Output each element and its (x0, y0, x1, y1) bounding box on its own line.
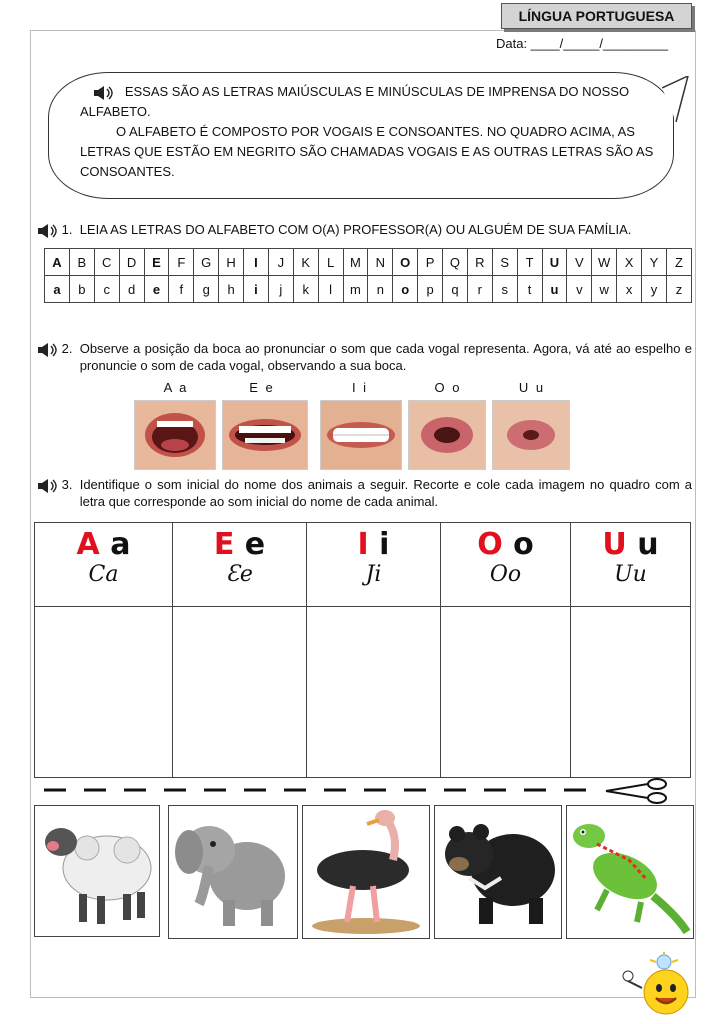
lower-letter-k: k (293, 276, 318, 303)
question-1-number: 1. (61, 222, 73, 237)
lower-letter-u: u (542, 276, 567, 303)
lower-letter-f: f (169, 276, 194, 303)
elephant-icon[interactable] (168, 805, 298, 939)
vowel-cursive: Ji (365, 562, 382, 587)
upper-letter-s: S (492, 249, 517, 276)
alphabet-upper-row (45, 249, 692, 276)
upper-letter-e: E (144, 249, 169, 276)
vowel-cell-i (307, 523, 441, 607)
speaker-icon (36, 342, 58, 358)
lower-letter-s: s (492, 276, 517, 303)
vowel-header-row (35, 523, 691, 607)
lower-letter-e: e (144, 276, 169, 303)
upper-letter-h: H (219, 249, 244, 276)
mouth-i-icon (320, 400, 402, 470)
lower-letter-j: j (268, 276, 293, 303)
mouth-label-e: E e (249, 380, 275, 395)
upper-letter-l: L (318, 249, 343, 276)
upper-letter-r: R (467, 249, 492, 276)
date-field[interactable]: Data: ____/_____/_________ (496, 36, 669, 51)
bear-icon[interactable] (434, 805, 562, 939)
lower-letter-c: c (94, 276, 119, 303)
upper-letter-o: O (393, 249, 418, 276)
lower-letter-m: m (343, 276, 368, 303)
upper-letter-p: P (418, 249, 443, 276)
upper-letter-a: A (45, 249, 70, 276)
question-2-number: 2. (61, 341, 73, 356)
lower-letter-o: o (393, 276, 418, 303)
upper-letter-z: Z (666, 249, 691, 276)
question-3-number: 3. (61, 477, 73, 492)
upper-letter-y: Y (642, 249, 667, 276)
lower-letter-g: g (194, 276, 219, 303)
question-3-text: Identifique o som inicial do nome dos animais a seguir. Recorte e cole cada imagem no quadro com a letra que corresponde ao som inicial do nome de cada animal. (79, 477, 692, 509)
lower-letter-p: p (418, 276, 443, 303)
upper-letter-u: U (542, 249, 567, 276)
upper-letter-b: B (69, 249, 94, 276)
intro-line1: ESSAS SÃO AS LETRAS MAIÚSCULAS E MINÚSCULAS DE IMPRENSA DO NOSSO ALFABETO. (80, 84, 630, 119)
vowel-lower: o (513, 527, 534, 562)
upper-letter-g: G (194, 249, 219, 276)
lower-letter-l: l (318, 276, 343, 303)
scissors-icon (604, 778, 670, 804)
bubble-tail (662, 76, 690, 122)
mouth-label-o: O o (434, 380, 462, 395)
upper-letter-c: C (94, 249, 119, 276)
vowel-upper: I (357, 527, 369, 562)
lower-letter-z: z (666, 276, 691, 303)
question-1-text: LEIA AS LETRAS DO ALFABETO COM O(A) PROFESSOR(A) OU ALGUÉM DE SUA FAMÍLIA. (79, 222, 632, 237)
vowel-table (34, 522, 691, 778)
upper-letter-t: T (517, 249, 542, 276)
mouth-e-icon (222, 400, 308, 470)
vowel-upper: O (477, 527, 503, 562)
question-2 (36, 340, 692, 374)
upper-letter-d: D (119, 249, 144, 276)
mouth-label-i: I i (351, 380, 369, 395)
upper-letter-v: V (567, 249, 592, 276)
vowel-lower: a (110, 527, 131, 562)
speaker-icon (92, 85, 114, 101)
vowel-upper: E (213, 527, 235, 562)
mouth-label-u: U u (518, 380, 546, 395)
upper-letter-x: X (617, 249, 642, 276)
ostrich-icon[interactable] (302, 805, 430, 939)
lower-letter-h: h (219, 276, 244, 303)
iguana-icon[interactable] (566, 805, 694, 939)
paste-row (35, 607, 691, 778)
upper-letter-f: F (169, 249, 194, 276)
vowel-upper: U (602, 527, 627, 562)
vowel-cursive: Ca (88, 562, 119, 587)
mouth-u-icon (492, 400, 570, 470)
vowel-cell-o (441, 523, 571, 607)
lower-letter-v: v (567, 276, 592, 303)
intro-line2: O ALFABETO É COMPOSTO POR VOGAIS E CONSOANTES. NO QUADRO ACIMA, AS LETRAS QUE ESTÃO EM NEGRITO SÃO CHAMADAS VOGAIS E AS OUTRAS LETRAS SÃO AS CONSOANTES. (80, 124, 654, 179)
lower-letter-i: i (244, 276, 269, 303)
vowel-cursive: Ɛe (226, 562, 253, 587)
cut-line (44, 780, 604, 800)
lower-letter-b: b (69, 276, 94, 303)
mouth-a-icon (134, 400, 216, 470)
lower-letter-a: a (45, 276, 70, 303)
upper-letter-w: W (592, 249, 617, 276)
lower-letter-n: n (368, 276, 393, 303)
lower-letter-y: y (642, 276, 667, 303)
lightbulb-mascot-icon (620, 952, 692, 1018)
mouth-label-a: A a (163, 380, 189, 395)
upper-letter-q: Q (443, 249, 468, 276)
vowel-cell-a (35, 523, 173, 607)
vowel-lower: e (244, 527, 266, 562)
lower-letter-q: q (443, 276, 468, 303)
intro-text (80, 82, 660, 182)
upper-letter-k: K (293, 249, 318, 276)
upper-letter-n: N (368, 249, 393, 276)
paste-box-i[interactable] (307, 607, 441, 778)
mouth-o-icon (408, 400, 486, 470)
speaker-icon (36, 478, 58, 494)
lower-letter-t: t (517, 276, 542, 303)
upper-letter-i: I (244, 249, 269, 276)
paste-box-o[interactable] (441, 607, 571, 778)
vowel-cell-e (173, 523, 307, 607)
upper-letter-m: M (343, 249, 368, 276)
lower-letter-w: w (592, 276, 617, 303)
alphabet-lower-row (45, 276, 692, 303)
lower-letter-r: r (467, 276, 492, 303)
lower-letter-x: x (617, 276, 642, 303)
question-2-text: Observe a posição da boca ao pronunciar o som que cada vogal representa. Agora, vá até ao espelho e pronuncie o som de cada vogal, observando a sua boca. (79, 341, 692, 373)
lower-letter-d: d (119, 276, 144, 303)
vowel-cursive: Uu (614, 562, 647, 587)
paste-box-e[interactable] (173, 607, 307, 778)
vowel-cursive: Oo (489, 562, 522, 587)
question-3 (36, 476, 692, 510)
vowel-lower: u (637, 527, 659, 562)
vowel-upper: A (76, 527, 100, 562)
paste-box-a[interactable] (35, 607, 173, 778)
speaker-icon (36, 223, 58, 239)
upper-letter-j: J (268, 249, 293, 276)
vowel-lower: i (379, 527, 390, 562)
paste-box-u[interactable] (571, 607, 691, 778)
vowel-cell-u (571, 523, 691, 607)
sheep-icon[interactable] (34, 805, 160, 937)
question-1 (36, 222, 631, 239)
subject-label: LÍNGUA PORTUGUESA (501, 3, 692, 29)
alphabet-table (44, 248, 692, 303)
